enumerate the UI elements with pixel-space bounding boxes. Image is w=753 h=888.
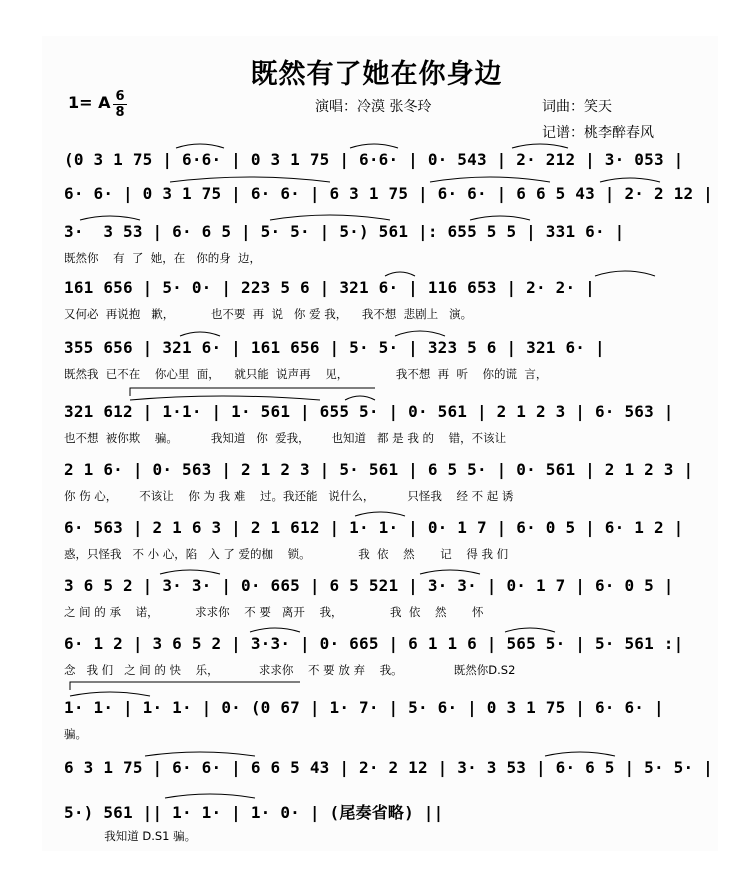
time-signature (113, 90, 127, 119)
lyrics-music-credit: 词曲：笑天 (542, 99, 612, 115)
notes: (0 3 1 75 | 6·6· | 0 3 1 75 | 6·6· | 0· 543 | 2· 212 | 3· 053 | (64, 150, 684, 169)
notes: 1· 1· | 1· 1· | 0· (0 67 | 1· 7· | 5· 6· | 0 3 1 75 | 6· 6· | (64, 698, 664, 717)
lyrics: 你 伤 心， 不该让 你 为 我 难 过。我还能 说什么， 只怪我 经 不 起 诱 (64, 489, 514, 503)
lyrics: 既然你 有 了 她，在 你的身 边， (64, 251, 262, 265)
key-signature: 1= A (68, 93, 111, 112)
lyrics: 之 间 的 承 诺， 求求你 不 要 离开 我， 我 依 然 怀 (64, 605, 484, 619)
notes: 3 6 5 2 | 3· 3· | 0· 665 | 6 5 521 | 3· 3· | 0· 1 7 | 6· 0 5 | (64, 576, 674, 595)
notes: 6 3 1 75 | 6· 6· | 6 6 5 43 | 2· 2 12 | 3· 3 53 | 6· 6 5 | 5· 5· | (64, 758, 713, 777)
transcriber-credit: 记谱：桃李醉春风 (542, 125, 654, 141)
notes: 3· 3 53 | 6· 6 5 | 5· 5· | 5·) 561 |: 655 5 5 | 331 6· | (64, 222, 625, 241)
notes: 6· 563 | 2 1 6 3 | 2 1 612 | 1· 1· | 0· 1 7 | 6· 0 5 | 6· 1 2 | (64, 518, 684, 537)
lyrics: 骗。 (64, 727, 87, 741)
lyrics: 惑，只怪我 不 小 心，陷 入 了 爱的枷 锁。 我 依 然 记 得 我 们 (64, 547, 509, 561)
lyrics: 也不想 被你欺 骗。 我知道 你 爱我， 也知道 都 是 我 的 错，不该让 (64, 431, 507, 445)
lyrics: 既然我 已不在 你心里 面， 就只能 说声再 见， 我不想 再 听 你的谎 言， (64, 367, 548, 381)
notes: 6· 6· | 0 3 1 75 | 6· 6· | 6 3 1 75 | 6· 6· | 6 6 5 43 | 2· 2 12 | (64, 184, 713, 203)
notes: 355 656 | 321 6· | 161 656 | 5· 5· | 323 5 6 | 321 6· | (64, 338, 605, 357)
notes: 6· 1 2 | 3 6 5 2 | 3·3· | 0· 665 | 6 1 1 6 | 565 5· | 5· 561 :| (64, 634, 684, 653)
lyrics: 又何必 再说抱 歉， 也不要 再 说 你 爱 我， 我不想 悲剧上 演。 (64, 307, 473, 321)
notes: 321 612 | 1·1· | 1· 561 | 655 5· | 0· 561 | 2 1 2 3 | 6· 563 | (64, 402, 674, 421)
lyrics: 我知道 D.S1 骗。 (64, 829, 197, 843)
song-title: 既然有了她在你身边 (250, 59, 503, 90)
meter-top: 6 (115, 89, 125, 104)
meter-bottom: 8 (115, 105, 125, 120)
notes: 161 656 | 5· 0· | 223 5 6 | 321 6· | 116 653 | 2· 2· | (64, 278, 595, 297)
notes: 2 1 6· | 0· 563 | 2 1 2 3 | 5· 561 | 6 5 5· | 0· 561 | 2 1 2 3 | (64, 460, 694, 479)
singers-credit: 演唱：冷漠 张冬玲 (315, 99, 432, 115)
lyrics: 念 我 们 之 间 的 快 乐， 求求你 不 要 放 弃 我。 既然你D.S2 (64, 663, 516, 677)
notes: 5·) 561 || 1· 1· | 1· 0· | (尾奏省略) || (64, 803, 444, 822)
